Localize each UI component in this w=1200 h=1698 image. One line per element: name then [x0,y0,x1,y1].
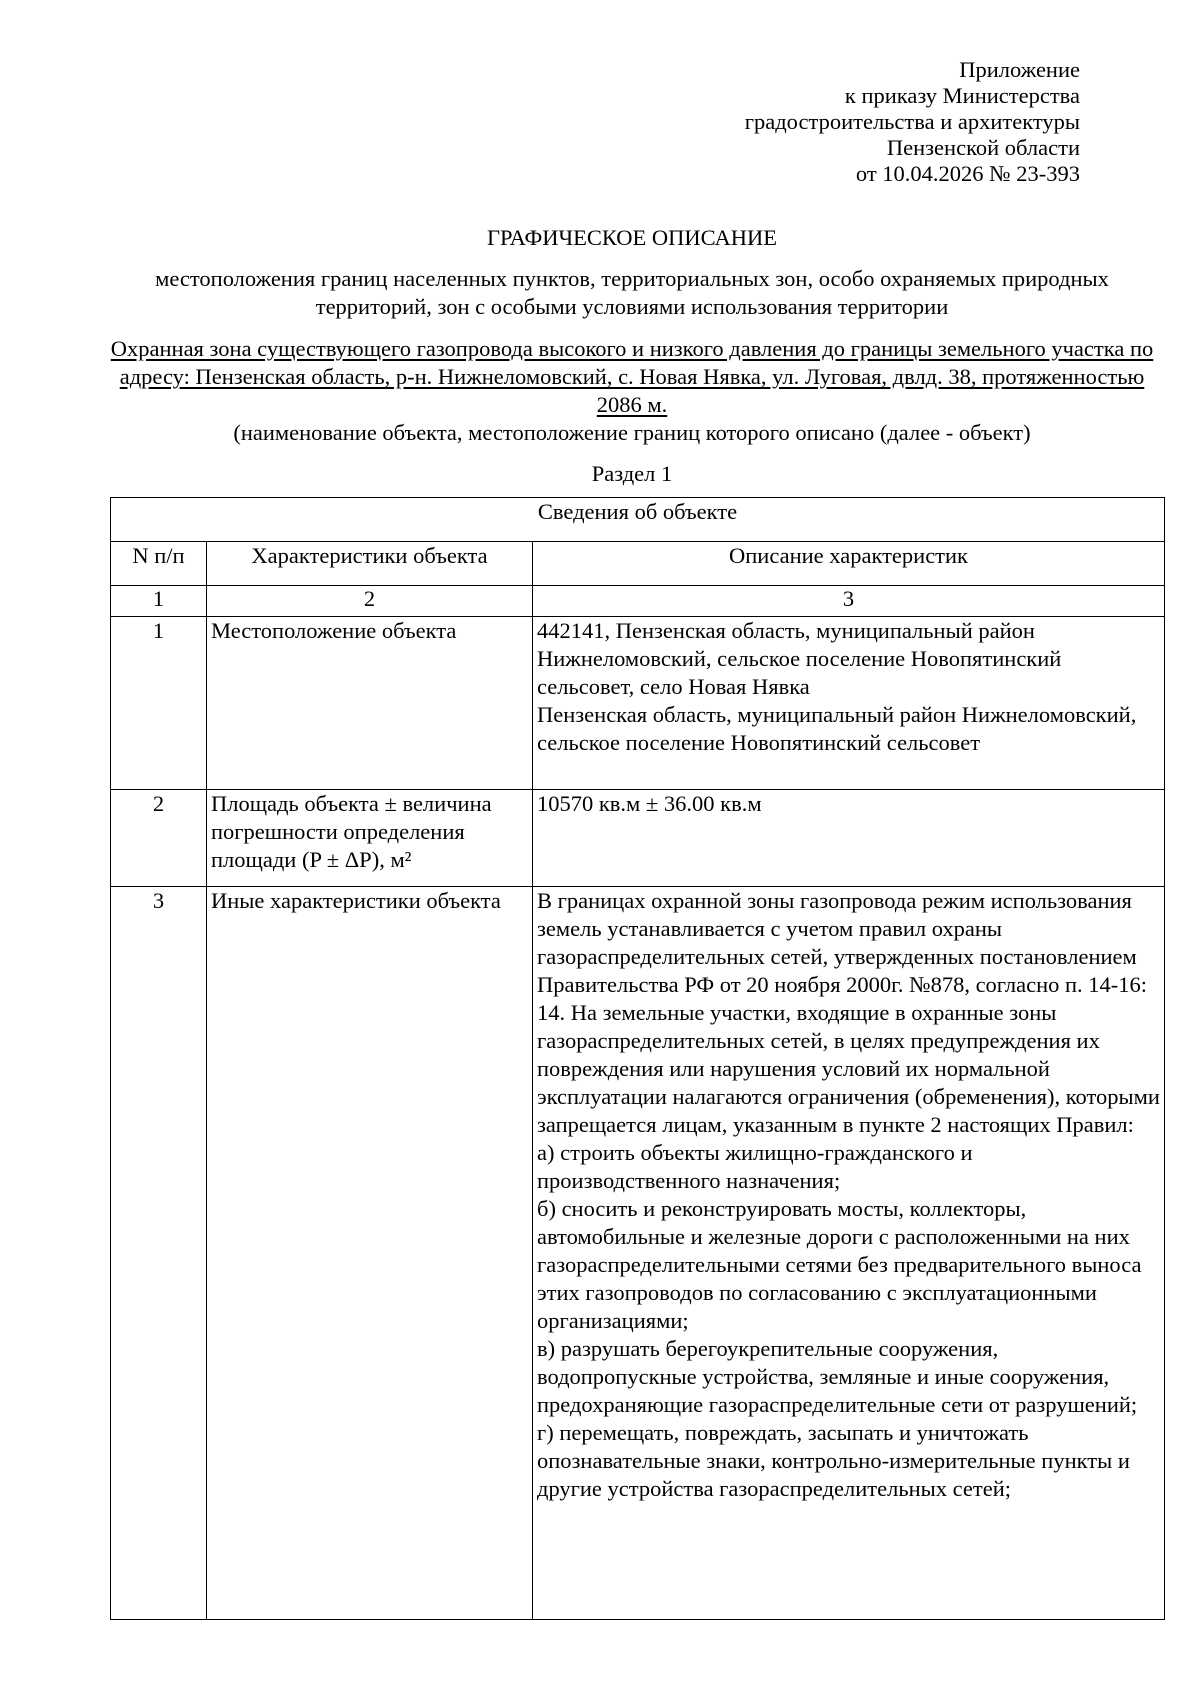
object-caption: (наименование объекта, местоположение границ которого описано (далее - объект) [233,420,1031,445]
object-name-text: Охранная зона существующего газопровода высокого и низкого давления до границы земельного участка по адресу: Пензенская область, р-н. Нижнеломовский, с. Новая Нявка, ул. Луговая, двлд. 38, протяженностью 2086 м. [110,336,1154,417]
table-caption-row [111,498,1165,542]
table-row [111,790,1165,887]
header-characteristics: Характеристики объекта [207,542,533,586]
row-description [533,617,1165,790]
column-number: 3 [533,586,1165,617]
section-title: Раздел 1 [591,461,673,486]
column-number: 2 [207,586,533,617]
description-paragraph: Пензенская область, муниципальный район Нижнеломовский, сельское поселение Новопятинский сельсовет [537,702,1137,755]
description-paragraph: В границах охранной зоны газопровода режим использования земель устанавливается с учетом правил охраны газораспределительных сетей, утвержденных постановлением Правительства РФ от 20 ноября 2000г. №878, согласно п. 14-16: [537,888,1148,997]
appendix-line: к приказу Министерства [844,83,1080,108]
table-column-numbers-row [111,586,1165,617]
row-characteristic: Иные характеристики объекта [207,887,533,1620]
row-characteristic: Площадь объекта ± величина погрешности определения площади (P ± ΔP), м² [207,790,533,887]
description-paragraph: 10570 кв.м ± 36.00 кв.м [537,791,762,816]
table-caption: Сведения об объекте [111,498,1165,542]
table-row [111,617,1165,790]
document-subtitle: местоположения границ населенных пунктов, территориальных зон, особо охраняемых природных территорий, зон с особыми условиями использования территории [155,266,1109,319]
description-paragraph: 14. На земельные участки, входящие в охранные зоны газораспределительных сетей, в целях предупреждения их повреждения или нарушения условий их нормальной эксплуатации налагаются ограничения (обременения), которыми запрещается лицам, указанным в пункте 2 настоящих Правил: [537,1000,1160,1137]
description-paragraph: г) перемещать, повреждать, засыпать и уничтожать опознавательные знаки, контрольно-измерительные пункты и другие устройства газораспределительных сетей; [537,1420,1130,1501]
row-number: 2 [111,790,207,887]
row-number: 1 [111,617,207,790]
object-info-table [110,497,1165,1620]
appendix-order-date: от 10.04.2026 № 23-393 [855,161,1080,186]
appendix-line: Пензенской области [886,135,1080,160]
table-header-row [111,542,1165,586]
row-description [533,887,1165,1620]
description-paragraph: 442141, Пензенская область, муниципальный район Нижнеломовский, сельское поселение Новопятинский сельсовет, село Новая Нявка [537,618,1062,699]
table-row [111,887,1165,1620]
column-number: 1 [111,586,207,617]
appendix-line: Приложение [959,57,1080,82]
header-number: N п/п [111,542,207,586]
description-paragraph: б) сносить и реконструировать мосты, коллекторы, автомобильные и железные дороги с расположенными на них газораспределительными сетями без предварительного выноса этих газопроводов по согласованию с эксплуатационными организациями; [537,1196,1142,1333]
row-number: 3 [111,887,207,1620]
document-title: ГРАФИЧЕСКОЕ ОПИСАНИЕ [486,225,778,250]
description-paragraph: в) разрушать берегоукрепительные сооружения, водопропускные устройства, земляные и иные сооружения, предохраняющие газораспределительные сети от разрушений; [537,1336,1138,1417]
header-description: Описание характеристик [533,542,1165,586]
appendix-line: градостроительства и архитектуры [744,109,1080,134]
appendix-block [380,57,1080,187]
row-characteristic: Местоположение объекта [207,617,533,790]
row-description [533,790,1165,887]
object-name [100,335,1164,419]
description-paragraph: а) строить объекты жилищно-гражданского и производственного назначения; [537,1140,973,1193]
